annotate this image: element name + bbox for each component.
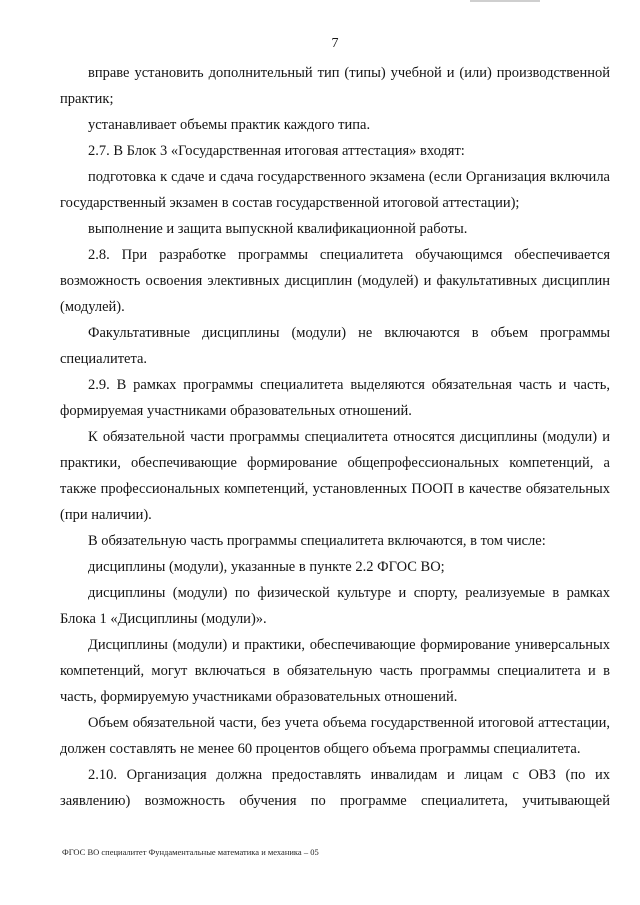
paragraph: 2.9. В рамках программы специалитета выделяются обязательная часть и часть, формируемая участниками образовательных отношений. [60, 377, 610, 419]
scan-edge-mark [470, 0, 540, 2]
paragraph: устанавливает объемы практик каждого типа. [88, 117, 371, 133]
page-number: 7 [331, 36, 339, 51]
paragraph: дисциплины (модули), указанные в пункте 2.2 ФГОС ВО; [88, 559, 445, 575]
paragraph: 2.7. В Блок 3 «Государственная итоговая аттестация» входят: [88, 143, 465, 159]
paragraph: подготовка к сдаче и сдача государственного экзамена (если Организация включила государственный экзамен в состав государственной итоговой аттестации); [60, 169, 610, 211]
paragraph: В обязательную часть программы специалитета включаются, в том числе: [88, 533, 546, 549]
document-body [60, 60, 610, 814]
paragraph: К обязательной части программы специалитета относятся дисциплины (модули) и практики, обеспечивающие формирование общепрофессиональных компетенций, а также профессиональных компетенций, установленных ПООП в качестве обязательных (при наличии). [60, 429, 610, 523]
paragraph: 2.10. Организация должна предоставлять инвалидам и лицам с ОВЗ (по их заявлению) возможность обучения по программе специалитета, учитывающей [60, 767, 610, 809]
paragraph: выполнение и защита выпускной квалификационной работы. [88, 221, 468, 237]
paragraph: Объем обязательной части, без учета объема государственной итоговой аттестации, должен составлять не менее 60 процентов общего объема программы специалитета. [60, 715, 610, 757]
paragraph: 2.8. При разработке программы специалитета обучающимся обеспечивается возможность освоения элективных дисциплин (модулей) и факультативных дисциплин (модулей). [60, 247, 610, 315]
page-footer: ФГОС ВО специалитет Фундаментальные математика и механика – 05 [62, 847, 319, 857]
paragraph: Дисциплины (модули) и практики, обеспечивающие формирование универсальных компетенций, могут включаться в обязательную часть программы специалитета и в часть, формируемую участниками образовательных отношений. [60, 637, 610, 705]
paragraph: вправе установить дополнительный тип (типы) учебной и (или) производственной практик; [60, 65, 610, 107]
paragraph: дисциплины (модули) по физической культуре и спорту, реализуемые в рамках Блока 1 «Дисциплины (модули)». [60, 585, 610, 627]
paragraph: Факультативные дисциплины (модули) не включаются в объем программы специалитета. [60, 325, 610, 367]
